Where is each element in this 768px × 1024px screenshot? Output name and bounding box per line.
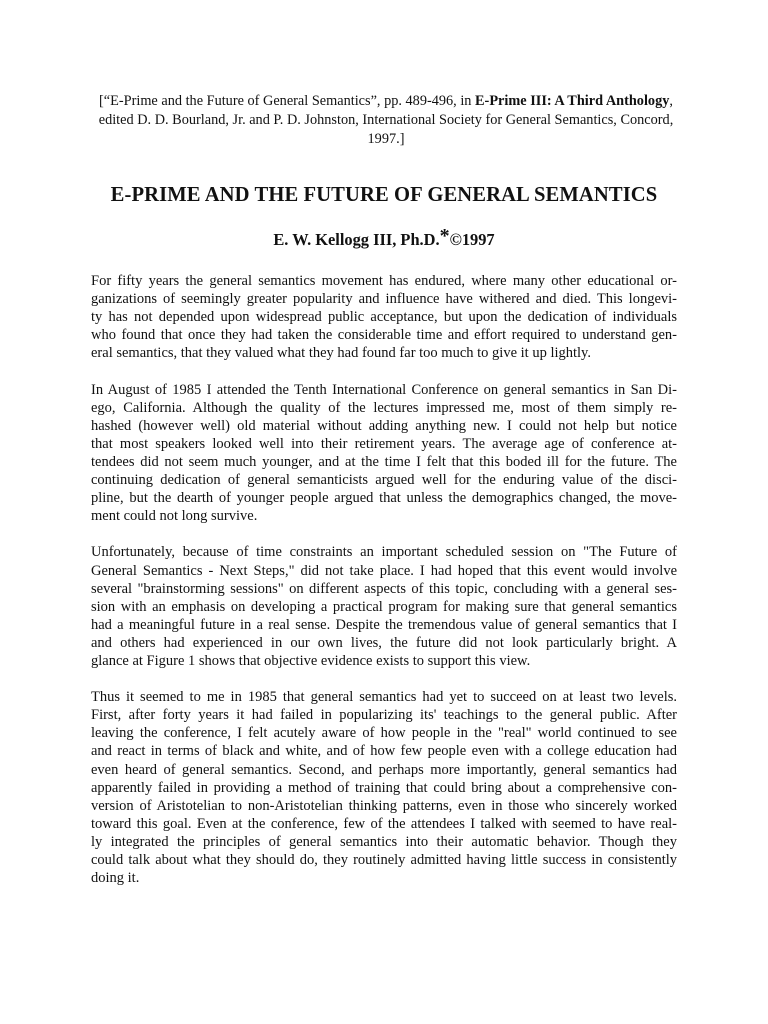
author-name: E. W. Kellogg III, Ph.D. xyxy=(273,230,440,249)
citation-note xyxy=(96,92,676,149)
footnote-asterisk: * xyxy=(439,225,450,247)
paragraph-line: sion with an emphasis on developing a practical program for making sure that general semantics xyxy=(91,598,677,615)
paragraph-line: who found that once they had taken the considerable time and effort required to understand gen- xyxy=(91,327,677,344)
paragraph-line: For fifty years the general semantics movement has endured, where many other educational or- xyxy=(91,273,677,289)
article-title: E-PRIME AND THE FUTURE OF GENERAL SEMANTICS xyxy=(110,184,658,206)
paragraph-line: several "brainstorming sessions" on different aspects of this topic, concluding with a general ses- xyxy=(91,580,677,597)
paragraph xyxy=(91,543,677,670)
paragraph-line: glance at Figure 1 shows that objective evidence exists to support this view. xyxy=(91,652,531,669)
citation-book-title: E-Prime III: A Third Anthology xyxy=(475,93,670,109)
paragraph-line: toward this goal. Even at the conference, few of the attendees I talked with seemed to have real- xyxy=(91,815,677,832)
paragraph-line: General Semantics - Next Steps," did not take place. I had hoped that this event would involve xyxy=(91,562,677,579)
paragraph-line: ly integrated the principles of general semantics into their automatic behavior. Though they xyxy=(91,833,677,850)
paragraph-line: and react in terms of black and white, and of how few people even with a college education had xyxy=(91,743,677,760)
paragraph-line: even heard of general semantics. Second, and perhaps more importantly, general semantics had xyxy=(91,761,677,778)
paragraph-line: ego, California. Although the quality of the lectures impressed me, most of them simply re- xyxy=(91,399,677,416)
copyright-year: ©1997 xyxy=(449,230,495,249)
citation-suffix: , edited D. D. Bourland, Jr. and P. D. Johnston, International Society for General Semantics, Concord, 1997.] xyxy=(98,93,674,147)
paragraph-line: doing it. xyxy=(91,870,140,887)
paragraph-line: apparently failed in providing a method of training that could bring about a comprehensive con- xyxy=(91,779,677,796)
paragraph-line: eral semantics, that they valued what they had found far too much to give it up lightly. xyxy=(91,345,591,362)
paragraph-line: ment could not long survive. xyxy=(91,508,258,525)
paragraph-line: continuing dedication of general semanticists argued well for the enduring value of the disci- xyxy=(91,472,677,489)
paragraph xyxy=(91,381,677,526)
paragraph-line: Thus it seemed to me in 1985 that general semantics had yet to succeed on at least two levels. xyxy=(91,689,677,706)
paragraph-line: Unfortunately, because of time constraints an important scheduled session on "The Future of xyxy=(91,544,677,561)
paragraph-line: that most speakers looked well into their retirement years. The average age of conference at- xyxy=(91,435,677,452)
paragraph-line: had a meaningful future in a real sense. Despite the tremendous value of general semantics that I xyxy=(91,616,677,633)
paragraph-line: First, after forty years it had failed in popularizing its' teachings to the general public. After xyxy=(91,707,677,724)
author-line xyxy=(0,225,768,251)
paragraph-line: tendees did not seem much younger, and at the time I felt that this boded ill for the future. The xyxy=(91,453,677,470)
paragraph-line: ganizations of seemingly greater popularity and influence have withered and died. This longevi- xyxy=(91,291,677,308)
article-body xyxy=(91,272,677,905)
paragraph-line: In August of 1985 I attended the Tenth International Conference on general semantics in San Di- xyxy=(91,381,677,398)
paragraph-line: leaving the conference, I felt acutely aware of how people in the "real" world continued to see xyxy=(91,725,677,742)
paragraph-line: version of Aristotelian to non-Aristotelian thinking patterns, even in those who sincerely worked xyxy=(91,797,677,814)
paragraph-line: pline, but the dearth of younger people argued that unless the demographics changed, the move- xyxy=(91,490,677,507)
citation-prefix: [“E-Prime and the Future of General Semantics”, pp. 489-496, in xyxy=(99,93,476,109)
paragraph xyxy=(91,688,677,887)
paragraph-line: and others had experienced in our own lives, the future did not look particularly bright. A xyxy=(91,634,677,651)
paragraph xyxy=(91,272,677,362)
paragraph-line: hashed (however well) old material without adding anything new. I could not help but notice xyxy=(91,417,677,434)
paragraph-line: ty has not depended upon widespread public acceptance, but upon the dedication of individuals xyxy=(91,309,677,326)
paragraph-line: could talk about what they should do, they routinely admitted having little success in consistently xyxy=(91,852,677,868)
